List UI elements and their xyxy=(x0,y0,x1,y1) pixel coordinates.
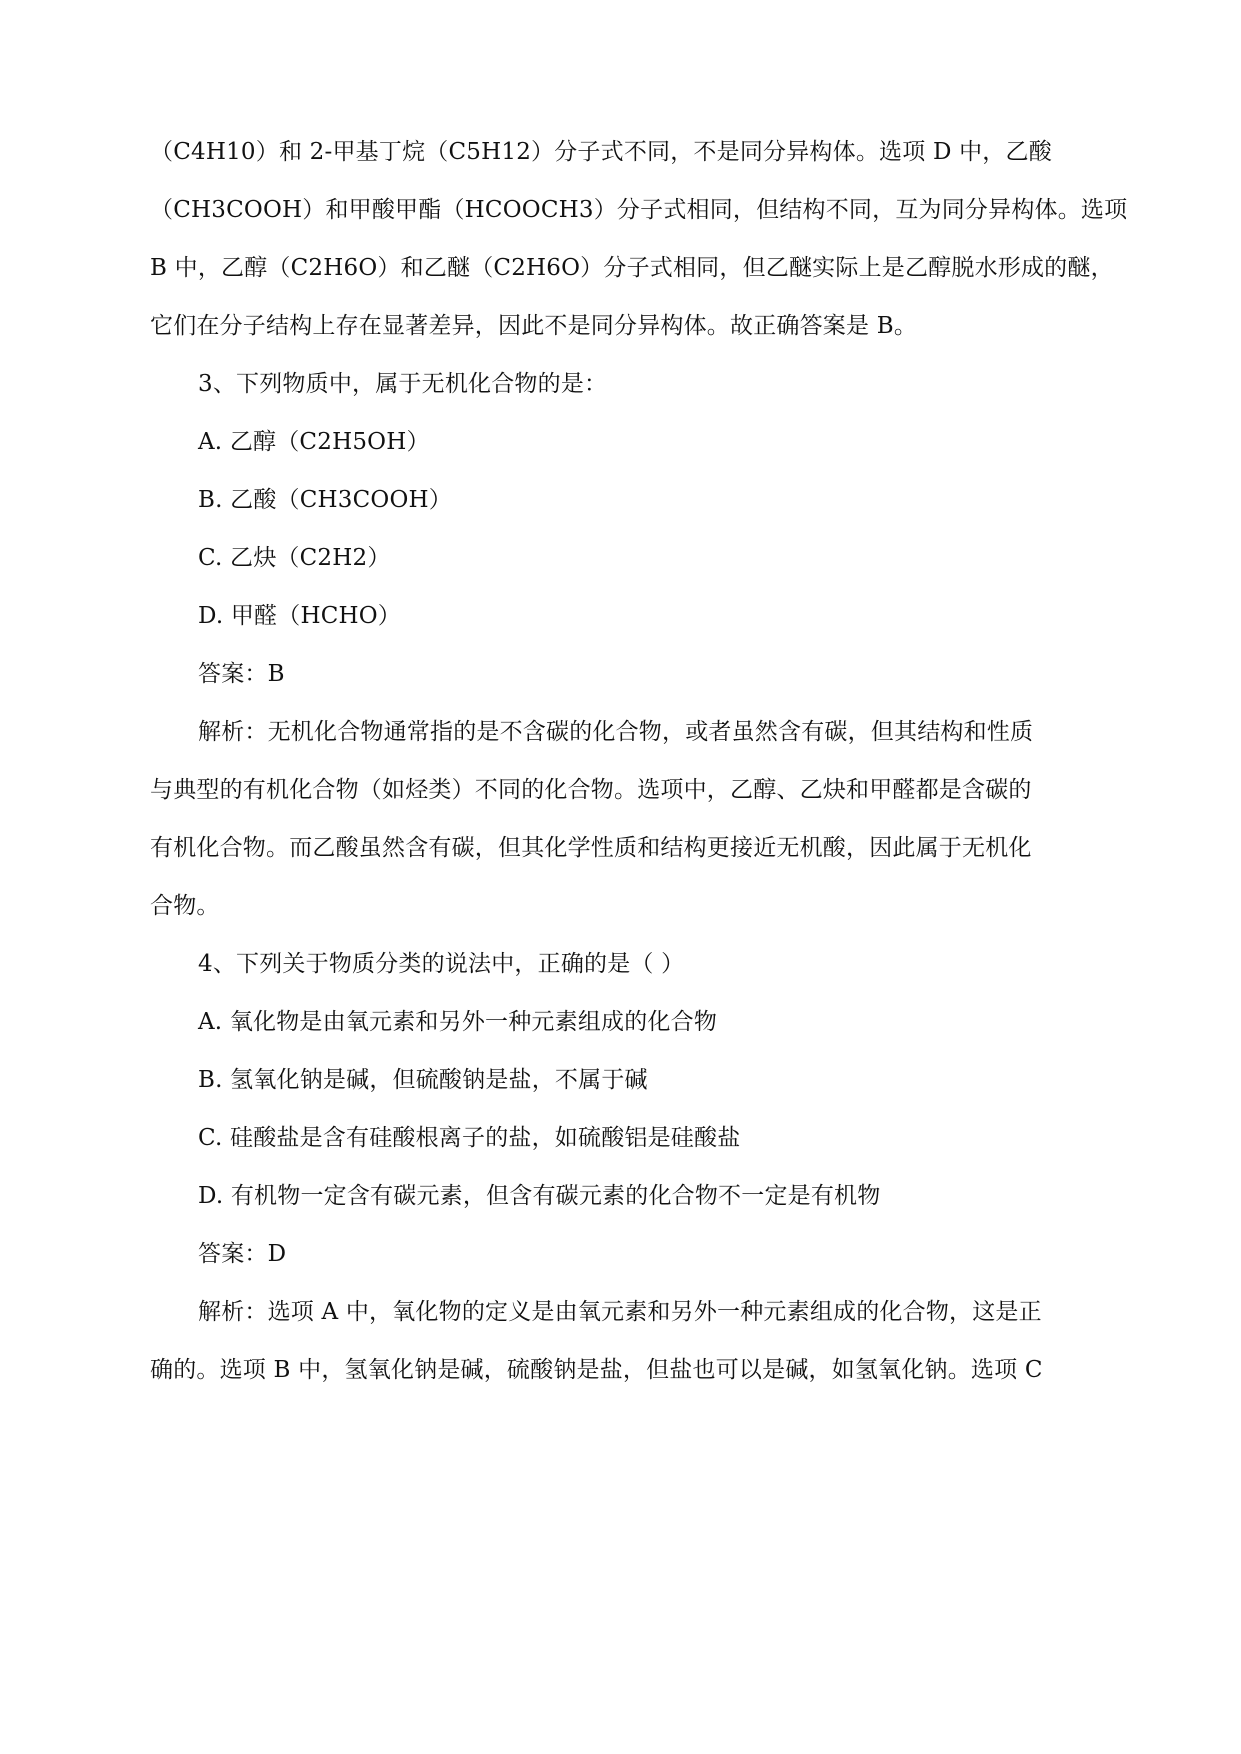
question-4-option-d: D. 有机物一定含有碳元素，但含有碳元素的化合物不一定是有机物 xyxy=(198,1183,881,1209)
text-line: （CH3COOH）和甲酸甲酯（HCOOCH3）分子式相同，但结构不同，互为同分异构体。选项 xyxy=(150,197,1128,223)
question-3-analysis-line: 解析：无机化合物通常指的是不含碳的化合物，或者虽然含有碳，但其结构和性质 xyxy=(198,719,1034,745)
question-3-analysis-line: 有机化合物。而乙酸虽然含有碳，但其化学性质和结构更接近无机酸，因此属于无机化 xyxy=(150,835,1032,861)
question-4-option-a: A. 氧化物是由氧元素和另外一种元素组成的化合物 xyxy=(198,1009,718,1035)
question-4-analysis-line: 确的。选项 B 中，氢氧化钠是碱，硫酸钠是盐，但盐也可以是碱，如氢氧化钠。选项 C xyxy=(150,1357,1043,1383)
question-4-stem: 4、下列关于物质分类的说法中，正确的是（ ） xyxy=(198,951,685,977)
text-line: （C4H10）和 2-甲基丁烷（C5H12）分子式不同，不是同分异构体。选项 D 中，乙酸 xyxy=(150,139,1052,165)
question-3-option-b: B. 乙酸（CH3COOH） xyxy=(198,487,452,513)
question-4-option-c: C. 硅酸盐是含有硅酸根离子的盐，如硫酸铝是硅酸盐 xyxy=(198,1125,741,1151)
question-3-stem: 3、下列物质中，属于无机化合物的是： xyxy=(198,371,608,397)
question-3-option-d: D. 甲醛（HCHO） xyxy=(198,603,402,629)
question-3-analysis-line: 与典型的有机化合物（如烃类）不同的化合物。选项中，乙醇、乙炔和甲醛都是含碳的 xyxy=(150,777,1032,803)
question-3-analysis-line: 合物。 xyxy=(150,893,220,919)
question-3-option-c: C. 乙炔（C2H2） xyxy=(198,545,391,571)
text-line: 它们在分子结构上存在显著差异，因此不是同分异构体。故正确答案是 B。 xyxy=(150,313,918,339)
question-4-analysis-line: 解析：选项 A 中，氧化物的定义是由氧元素和另外一种元素组成的化合物，这是正 xyxy=(198,1299,1042,1325)
question-4-answer: 答案：D xyxy=(198,1241,287,1267)
question-3-answer: 答案：B xyxy=(198,661,285,687)
text-line: B 中，乙醇（C2H6O）和乙醚（C2H6O）分子式相同，但乙醚实际上是乙醇脱水形成的醚， xyxy=(150,255,1114,281)
question-4-option-b: B. 氢氧化钠是碱，但硫酸钠是盐，不属于碱 xyxy=(198,1067,648,1093)
question-3-option-a: A. 乙醇（C2H5OH） xyxy=(198,429,430,455)
